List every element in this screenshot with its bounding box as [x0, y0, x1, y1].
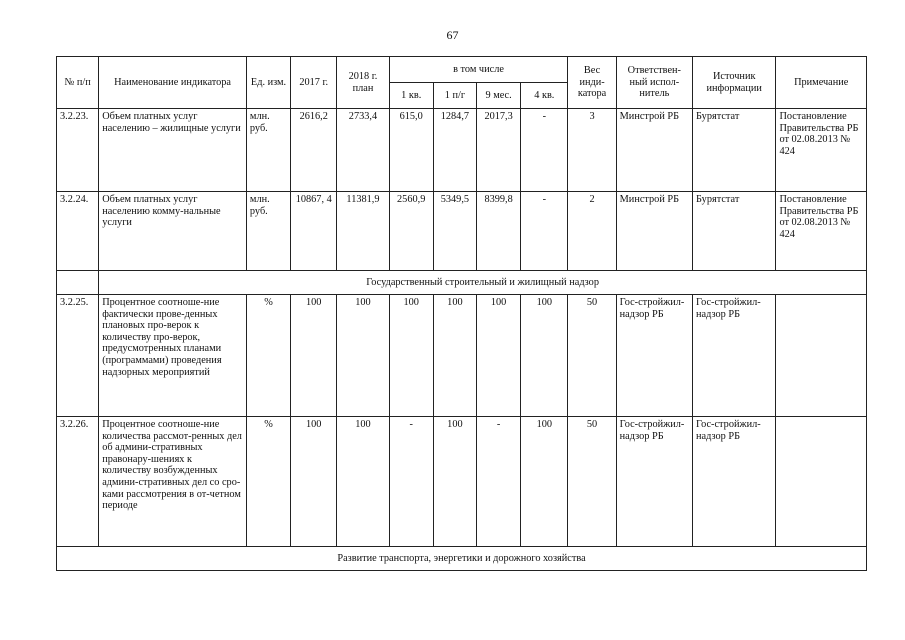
section-row: [57, 547, 867, 571]
indicators-table: [56, 56, 867, 571]
row-2017: 10867, 4: [291, 192, 337, 271]
header-responsible: Ответствен-ный испол-нитель: [616, 57, 692, 109]
row-9m: 2017,3: [477, 109, 521, 192]
row-h1: 5349,5: [433, 192, 476, 271]
row-num: 3.2.24.: [57, 192, 99, 271]
header-name: Наименование индикатора: [99, 57, 247, 109]
row-q4: 100: [521, 295, 568, 417]
row-name: Объем платных услуг населению – жилищные услуги: [99, 109, 247, 192]
row-responsible: Гос-стройжил-надзор РБ: [616, 295, 692, 417]
header-unit: Ед. изм.: [246, 57, 290, 109]
row-source: Бурятстат: [693, 109, 776, 192]
row-2017: 100: [291, 417, 337, 547]
section-num-cell: [57, 271, 99, 295]
row-note: Постановление Правительства РБ от 02.08.2013 № 424: [776, 192, 867, 271]
row-source: Бурятстат: [693, 192, 776, 271]
row-name: Процентное соотноше-ние количества рассмот-ренных дел об админи-стративных правонару-шениях к количеству возбужденных админи-стративных дел со сро-ками рассмотрения в от-четном периоде: [99, 417, 247, 547]
row-source: Гос-стройжил-надзор РБ: [693, 417, 776, 547]
header-q1: 1 кв.: [389, 83, 433, 109]
row-name: Процентное соотноше-ние фактически прове-денных плановых про-верок к количеству про-верок, предусмотренных планами (программами) проведения надзорных мероприятий: [99, 295, 247, 417]
row-2018: 2733,4: [337, 109, 389, 192]
row-num: 3.2.25.: [57, 295, 99, 417]
row-note: Постановление Правительства РБ от 02.08.2013 № 424: [776, 109, 867, 192]
row-q4: -: [521, 192, 568, 271]
row-9m: 100: [477, 295, 521, 417]
row-note: [776, 417, 867, 547]
page-number: 67: [446, 28, 459, 42]
row-2017: 100: [291, 295, 337, 417]
section-title: Развитие транспорта, энергетики и дорожного хозяйства: [57, 547, 867, 571]
row-note: [776, 295, 867, 417]
table-row: [57, 417, 867, 547]
row-num: 3.2.23.: [57, 109, 99, 192]
row-q1: 615,0: [389, 109, 433, 192]
header-2018-plan: 2018 г. план: [337, 57, 389, 109]
row-q1: 100: [389, 295, 433, 417]
row-weight: 2: [568, 192, 616, 271]
row-weight: 50: [568, 417, 616, 547]
row-9m: -: [477, 417, 521, 547]
row-h1: 100: [433, 295, 476, 417]
row-2018: 100: [337, 417, 389, 547]
row-h1: 100: [433, 417, 476, 547]
row-q1: 2560,9: [389, 192, 433, 271]
header-note: Примечание: [776, 57, 867, 109]
row-2018: 11381,9: [337, 192, 389, 271]
row-unit: %: [246, 295, 290, 417]
row-responsible: Гос-стройжил-надзор РБ: [616, 417, 692, 547]
row-num: 3.2.26.: [57, 417, 99, 547]
row-source: Гос-стройжил-надзор РБ: [693, 295, 776, 417]
header-row-1: [57, 57, 867, 83]
row-q4: -: [521, 109, 568, 192]
header-including: в том числе: [389, 57, 568, 83]
row-unit: млн. руб.: [246, 192, 290, 271]
row-q1: -: [389, 417, 433, 547]
header-source: Источник информации: [693, 57, 776, 109]
row-weight: 50: [568, 295, 616, 417]
section-title: Государственный строительный и жилищный надзор: [99, 271, 867, 295]
row-responsible: Минстрой РБ: [616, 192, 692, 271]
header-9m: 9 мес.: [477, 83, 521, 109]
header-2017: 2017 г.: [291, 57, 337, 109]
section-row: [57, 271, 867, 295]
row-responsible: Минстрой РБ: [616, 109, 692, 192]
table-row: [57, 109, 867, 192]
row-2018: 100: [337, 295, 389, 417]
header-q4: 4 кв.: [521, 83, 568, 109]
row-2017: 2616,2: [291, 109, 337, 192]
row-unit: млн. руб.: [246, 109, 290, 192]
row-weight: 3: [568, 109, 616, 192]
row-unit: %: [246, 417, 290, 547]
row-name: Объем платных услуг населению комму-нальные услуги: [99, 192, 247, 271]
header-h1: 1 п/г: [433, 83, 476, 109]
header-weight: Вес инди-катора: [568, 57, 616, 109]
header-num: № п/п: [57, 57, 99, 109]
table-row: [57, 295, 867, 417]
row-q4: 100: [521, 417, 568, 547]
table-row: [57, 192, 867, 271]
row-h1: 1284,7: [433, 109, 476, 192]
row-9m: 8399,8: [477, 192, 521, 271]
